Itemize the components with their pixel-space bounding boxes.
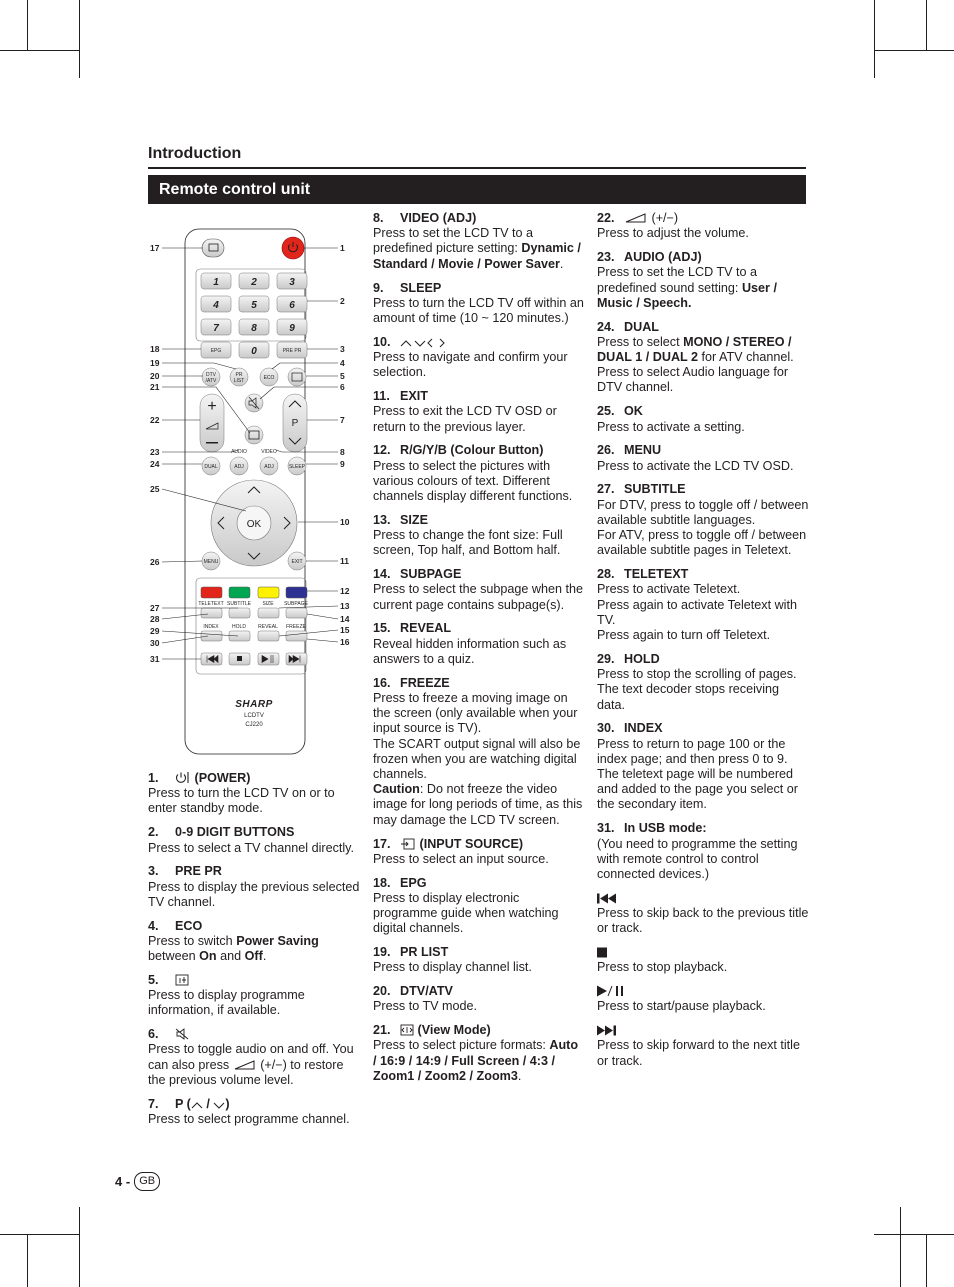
item-usb-mode: 31. In USB mode: (You need to programme the setting with remote control to control connected devices.) xyxy=(597,821,798,881)
ok-label: OK xyxy=(246,519,262,530)
item-exit: 11. EXIT Press to exit the LCD TV OSD or return to the previous layer. xyxy=(373,389,557,434)
info-button xyxy=(288,368,306,386)
item-usb-skip-forward: Press to skip forward to the next title or track. xyxy=(597,1023,809,1069)
red-key xyxy=(201,587,222,598)
digit-9: 9 xyxy=(289,323,295,334)
audio-adj-label: ADJ xyxy=(234,464,244,470)
crop-mark xyxy=(900,1207,901,1287)
item-colour-buttons: 12. R/G/Y/B (Colour Button) Press to select the pictures with various colours of text. Different channels display different functions. xyxy=(373,443,573,503)
callout-3: 3 xyxy=(340,344,345,354)
item-usb-play-pause: Press to start/pause playback. xyxy=(597,984,809,1014)
digit-5: 5 xyxy=(251,300,257,311)
input-source-button xyxy=(202,239,224,257)
crop-mark xyxy=(874,1234,954,1235)
teletext-button xyxy=(201,608,222,618)
item-ok: 25. OK Press to activate a setting. xyxy=(597,404,745,434)
item-epg: 18. EPG Press to display electronic programme guide when watching digital channels. xyxy=(373,875,559,936)
audio-label: AUDIO xyxy=(231,449,247,455)
chevron-up-icon xyxy=(191,1100,203,1110)
digit-4: 4 xyxy=(213,300,219,311)
crop-mark xyxy=(27,0,28,50)
green-key xyxy=(229,587,250,598)
section-title: Introduction xyxy=(148,145,242,162)
menu-label: MENU xyxy=(203,559,219,565)
input-icon xyxy=(400,838,416,850)
callout-30: 30 xyxy=(150,638,160,648)
callout-9: 9 xyxy=(340,459,345,469)
item-freeze: 16. FREEZE Press to freeze a moving image on the screen (only available when your input source is TV). The SCART output signal will also be frozen when you are watching digital channels. Caution: Do not freeze the video image for long periods of time, as this may damage the LCD TV screen. xyxy=(373,675,583,827)
item-subtitle: 27. SUBTITLE For DTV, press to toggle off / between available subtitle languages. For ATV, press to toggle off / between available subtitle pages in Teletext. xyxy=(597,482,809,558)
callout-16: 16 xyxy=(340,637,350,647)
item-power: 1. (POWER) Press to turn the LCD TV on or to enter standby mode. xyxy=(148,771,335,816)
stop-icon xyxy=(237,656,242,661)
item-info: 5. Press to display programme information, if available. xyxy=(148,972,305,1018)
sleep-label: SLEEP xyxy=(288,464,306,470)
callout-6: 6 xyxy=(340,382,345,392)
item-volume: 22. (+/−) Press to adjust the volume. xyxy=(597,211,749,241)
column-3 xyxy=(597,211,809,1078)
subtitle-label: SUBTITLE xyxy=(227,601,251,607)
item-menu: 26. MENU Press to activate the LCD TV OSD. xyxy=(597,443,794,473)
view-mode-button xyxy=(245,426,263,444)
crop-mark xyxy=(79,1207,80,1287)
pre-pr-label: PRE PR xyxy=(282,348,302,354)
index-button xyxy=(201,631,222,641)
dual-label: DUAL xyxy=(204,464,218,470)
banner-title: Remote control unit xyxy=(148,175,806,204)
item-usb-skip-back: Press to skip back to the previous title or track. xyxy=(597,891,809,937)
volume-icon xyxy=(624,212,648,224)
index-label: INDEX xyxy=(203,624,219,630)
freeze-label: FREEZE xyxy=(286,624,306,630)
item-input-source: 17. (INPUT SOURCE) Press to select an input source. xyxy=(373,836,549,866)
item-dtv-atv: 20. DTV/ATV Press to TV mode. xyxy=(373,984,478,1014)
epg-label: EPG xyxy=(210,348,222,354)
remote-illustration xyxy=(148,211,360,759)
callout-10: 10 xyxy=(340,517,350,527)
hold-label: HOLD xyxy=(232,624,246,630)
callout-21: 21 xyxy=(150,382,160,392)
callout-27: 27 xyxy=(150,603,160,613)
callout-15: 15 xyxy=(340,625,350,635)
callout-2: 2 xyxy=(340,296,345,306)
info-icon xyxy=(175,974,189,986)
crop-mark xyxy=(926,0,927,50)
volume-plus-icon: + xyxy=(207,398,217,415)
dtv-atv-label: /ATV xyxy=(205,378,217,384)
volume-minus-icon xyxy=(206,442,218,444)
size-button xyxy=(258,608,279,618)
item-pr-list: 19. PR LIST Press to display channel list. xyxy=(373,945,532,975)
callout-7: 7 xyxy=(340,415,345,425)
crop-mark xyxy=(0,50,80,51)
item-subpage: 14. SUBPAGE Press to select the subpage when the current page contains subpage(s). xyxy=(373,567,584,612)
item-pre-pr: 3. PRE PR Press to display the previous selected TV channel. xyxy=(148,864,360,909)
callout-18: 18 xyxy=(150,344,160,354)
callout-20: 20 xyxy=(150,371,160,381)
item-mute: 6. Press to toggle audio on and off. You can also press (+/−) to restore the previous volume level. xyxy=(148,1027,354,1087)
reveal-label: REVEAL xyxy=(258,624,278,630)
digit-3: 3 xyxy=(289,277,295,288)
p-label: P xyxy=(291,418,299,429)
subtitle-button xyxy=(229,608,250,618)
column-2 xyxy=(373,211,585,1093)
digit-0: 0 xyxy=(251,346,257,357)
callout-11: 11 xyxy=(340,556,349,566)
pr-list-label: LIST xyxy=(233,378,245,384)
item-reveal: 15. REVEAL Reveal hidden information such as answers to a quiz. xyxy=(373,621,567,666)
item-digit-buttons: 2. 0-9 DIGIT BUTTONS Press to select a TV channel directly. xyxy=(148,825,355,855)
model-label: CJ220 xyxy=(245,722,263,728)
exit-label: EXIT xyxy=(291,559,303,565)
callout-5: 5 xyxy=(340,371,345,381)
page-footer xyxy=(115,1172,160,1191)
item-size: 13. SIZE Press to change the font size: Full screen, Top half, and Bottom half. xyxy=(373,512,563,558)
item-programme: 7. P ( / ) Press to select programme channel. xyxy=(148,1096,350,1126)
item-audio-adj: 23. AUDIO (ADJ) Press to set the LCD TV to a predefined sound setting: User / Music / Speech. xyxy=(597,250,777,310)
video-label: VIDEO xyxy=(261,449,277,455)
digit-6: 6 xyxy=(289,300,295,311)
callout-14: 14 xyxy=(340,614,350,624)
crop-mark xyxy=(874,50,954,51)
power-button xyxy=(282,237,304,259)
play-pause-icon xyxy=(597,985,625,997)
stop-icon xyxy=(597,947,609,958)
blue-key xyxy=(286,587,307,598)
eco-label: ECO xyxy=(263,375,275,381)
callout-26: 26 xyxy=(150,557,160,567)
item-view-mode: 21. (View Mode) Press to select picture formats: Auto / 16:9 / 14:9 / Full Screen / 4:3 / Zoom1 / Zoom2 / Zoom3. xyxy=(373,1023,579,1083)
callout-23: 23 xyxy=(150,447,160,457)
item-navigation: 10. Press to navigate and confirm your selection. xyxy=(373,334,568,380)
video-adj-label: ADJ xyxy=(264,464,274,470)
callout-25: 25 xyxy=(150,484,160,494)
digit-2: 2 xyxy=(251,277,257,288)
callout-29: 29 xyxy=(150,626,160,636)
subpage-button xyxy=(286,608,307,618)
digit-8: 8 xyxy=(251,323,257,334)
size-label: SIZE xyxy=(262,601,274,607)
item-dual: 24. DUAL Press to select MONO / STEREO / DUAL 1 / DUAL 2 for ATV channel. Press to select Audio language for DTV channel. xyxy=(597,319,794,395)
subpage-label: SUBPAGE xyxy=(284,601,308,607)
item-index: 30. INDEX Press to return to page 100 or the index page; and then press 0 to 9. The teletext page will be numbered and added to the page you select or the secondary item. xyxy=(597,721,798,812)
column-1 xyxy=(148,771,360,1136)
callout-12: 12 xyxy=(340,586,350,596)
volume-icon xyxy=(233,1059,257,1071)
callout-22: 22 xyxy=(150,415,160,425)
reveal-button xyxy=(258,631,279,641)
item-hold: 29. HOLD Press to stop the scrolling of pages. The text decoder stops receiving data. xyxy=(597,651,797,712)
freeze-button xyxy=(286,631,307,641)
nav-arrows-icon xyxy=(400,338,448,348)
product-label: LCDTV xyxy=(244,713,264,719)
skip-forward-icon xyxy=(597,1025,617,1036)
callout-31: 31 xyxy=(150,654,160,664)
callout-28: 28 xyxy=(150,614,160,624)
chevron-down-icon xyxy=(213,1100,225,1110)
crop-mark xyxy=(0,1234,80,1235)
mute-icon xyxy=(175,1028,189,1040)
item-video-adj: 8. VIDEO (ADJ) Press to set the LCD TV to a predefined picture setting: Dynamic / Standard / Movie / Power Saver. xyxy=(373,211,581,271)
crop-mark xyxy=(926,1234,927,1287)
callout-19: 19 xyxy=(150,358,160,368)
item-sleep: 9. SLEEP Press to turn the LCD TV off within an amount of time (10 ~ 120 minutes.) xyxy=(373,280,584,325)
yellow-key xyxy=(258,587,279,598)
brand-logo: SHARP xyxy=(235,699,273,710)
digit-1: 1 xyxy=(213,277,219,288)
item-eco: 4. ECO Press to switch Power Saving between On and Off. xyxy=(148,918,319,964)
pr-list-label: PR xyxy=(235,372,243,378)
crop-mark xyxy=(79,0,80,78)
power-icon xyxy=(175,771,191,784)
item-usb-stop: Press to stop playback. xyxy=(597,945,809,975)
title-rule xyxy=(148,167,806,169)
item-teletext: 28. TELETEXT Press to activate Teletext. Press again to activate Teletext with TV. Press again to turn off Teletext. xyxy=(597,567,797,642)
crop-mark xyxy=(27,1234,28,1287)
crop-mark xyxy=(874,0,875,78)
digit-7: 7 xyxy=(213,323,219,334)
region-badge: GB xyxy=(134,1172,160,1191)
page-number: 4 - xyxy=(115,1174,131,1189)
callout-8: 8 xyxy=(340,447,345,457)
callout-17: 17 xyxy=(150,243,160,253)
skip-back-icon xyxy=(597,893,617,904)
callout-4: 4 xyxy=(340,358,345,368)
callout-1: 1 xyxy=(340,243,345,253)
callout-13: 13 xyxy=(340,601,350,611)
view-mode-icon xyxy=(400,1024,414,1036)
teletext-label: TELETEXT xyxy=(198,601,224,607)
hold-button xyxy=(229,631,250,641)
dtv-atv-label: DTV xyxy=(206,372,216,378)
callout-24: 24 xyxy=(150,459,160,469)
